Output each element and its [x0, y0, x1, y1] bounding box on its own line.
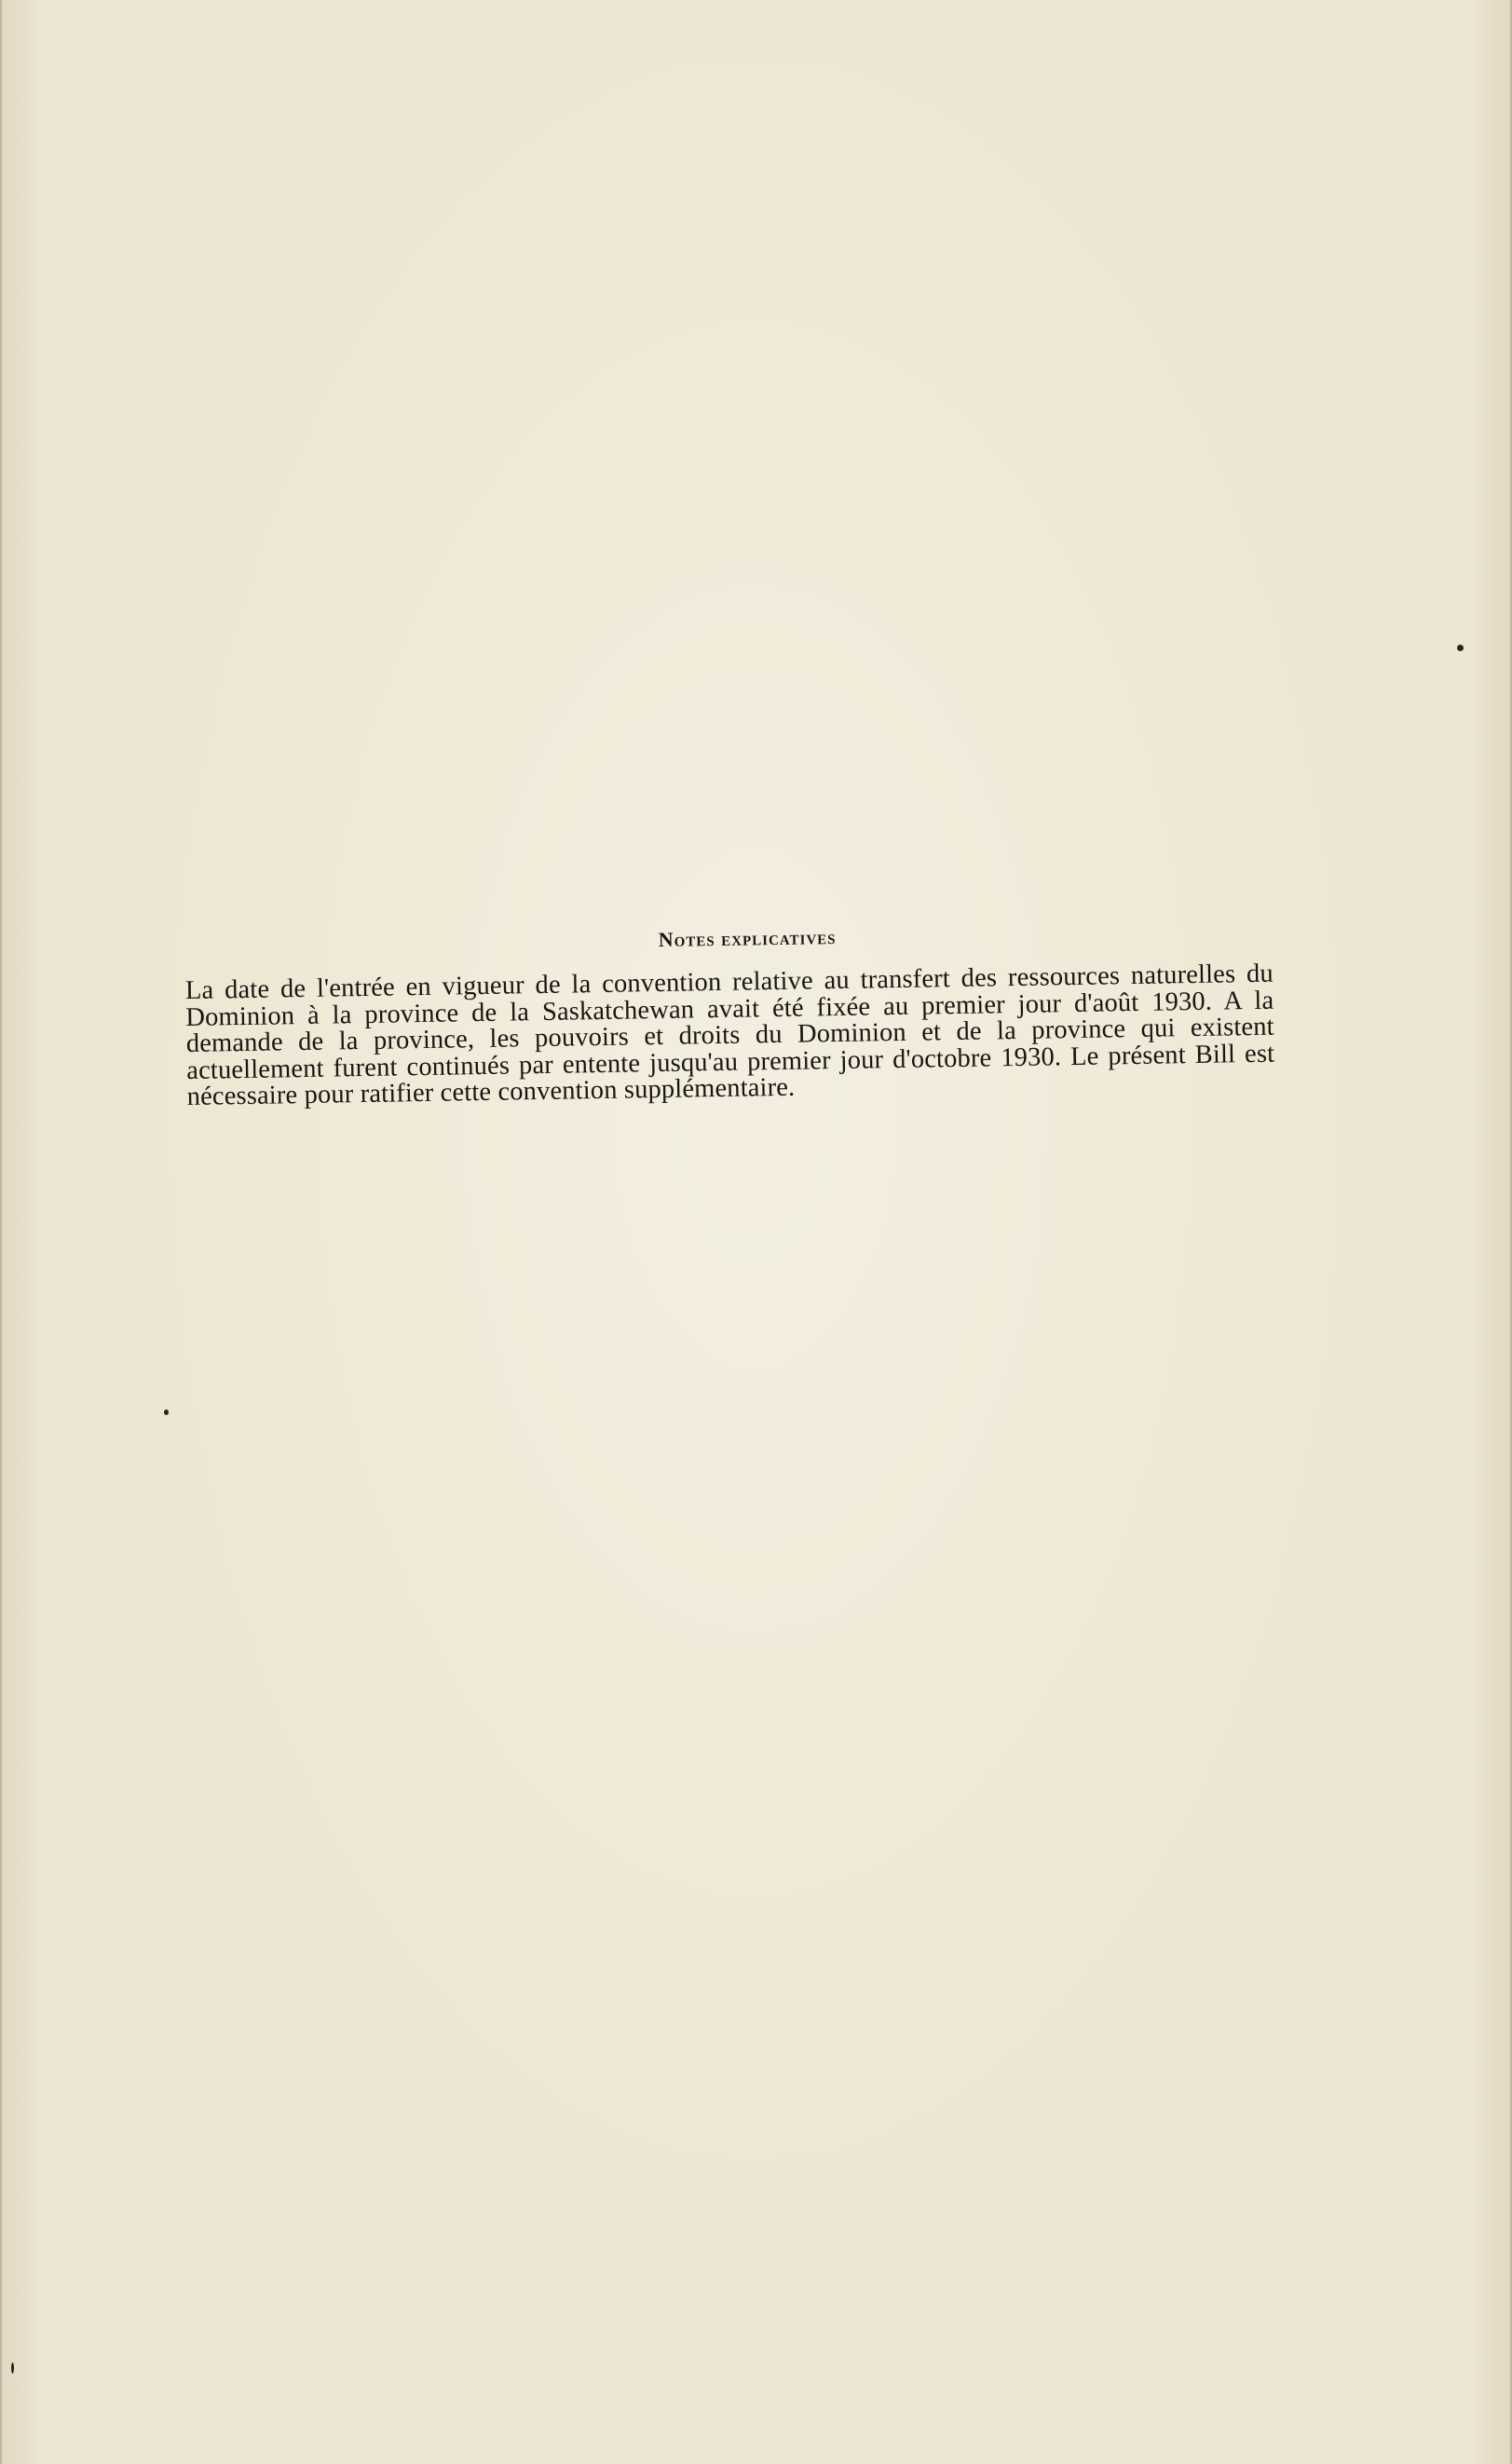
page-left-edge — [0, 0, 2, 2464]
notes-heading: Notes explicatives — [658, 925, 837, 952]
notes-paragraph: La date de l'entrée en vigueur de la convention relative au transfert des ressources naturelles du Dominion à la province de la Saskatchewan avait été fixée au premier jour d'août 1930. A la demande de la province, les pouvoirs et droits du Dominion et de la province qui existent actuellement furent continués par entente jusqu'au premier jour d'octobre 1930. Le présent Bill est nécessaire pour ratifier cette convention supplémentaire. — [184, 959, 1275, 1111]
ink-speck — [164, 1409, 169, 1415]
ink-speck — [11, 2362, 14, 2374]
ink-speck — [1457, 645, 1464, 651]
explanatory-notes — [184, 919, 1275, 1111]
